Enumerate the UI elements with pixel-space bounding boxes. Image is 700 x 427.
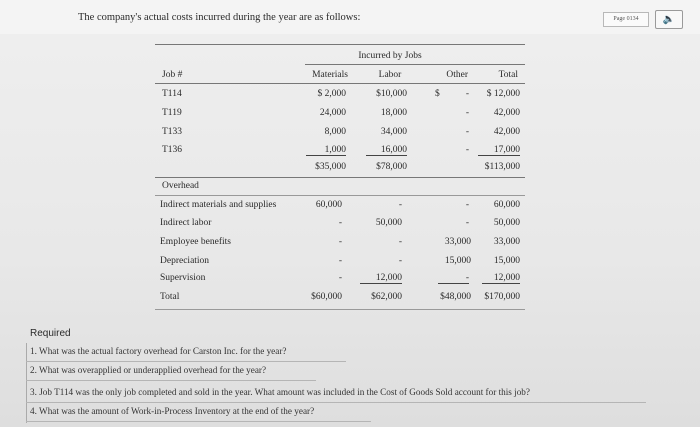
other-currency-cell: $ bbox=[435, 89, 440, 99]
materials-cell: - bbox=[338, 256, 342, 266]
overhead-rule bbox=[155, 195, 525, 196]
job-cell: T114 bbox=[162, 89, 182, 99]
job-cell: T119 bbox=[162, 108, 182, 118]
question-border bbox=[26, 343, 27, 423]
materials-cell: 8,000 bbox=[324, 127, 346, 137]
other-cell: - bbox=[465, 108, 469, 118]
section-rule bbox=[155, 177, 525, 178]
table-top-rule bbox=[155, 44, 525, 45]
labor-subtotal: $78,000 bbox=[376, 162, 407, 172]
materials-cell: 1,000 bbox=[306, 145, 346, 156]
question-divider bbox=[26, 402, 646, 403]
group-header: Incurred by Jobs bbox=[358, 51, 422, 61]
total-cell: 33,000 bbox=[493, 237, 520, 247]
other-cell: - bbox=[465, 145, 469, 155]
other-cell: - bbox=[465, 89, 469, 99]
labor-cell: 16,000 bbox=[366, 145, 407, 156]
overhead-item-label: Indirect materials and supplies bbox=[160, 200, 277, 210]
total-cell: 15,000 bbox=[493, 256, 520, 266]
overhead-item-label: Indirect labor bbox=[160, 218, 212, 228]
group-header-rule bbox=[305, 64, 525, 65]
materials-cell: 24,000 bbox=[319, 108, 346, 118]
col-header-total: Total bbox=[498, 70, 518, 80]
total-cell: 50,000 bbox=[493, 218, 520, 228]
overhead-item-label: Employee benefits bbox=[160, 237, 231, 247]
overhead-label: Overhead bbox=[162, 181, 199, 191]
materials-cell: $60,000 bbox=[311, 292, 342, 302]
other-cell: - bbox=[465, 218, 469, 228]
question-1: 1. What was the actual factory overhead for Carston Inc. for the year? bbox=[30, 346, 287, 356]
materials-cell: 60,000 bbox=[315, 200, 342, 210]
labor-cell: 50,000 bbox=[375, 218, 402, 228]
col-header-labor: Labor bbox=[378, 70, 402, 80]
col-header-job: Job # bbox=[162, 70, 183, 80]
question-4: 4. What was the amount of Work-in-Process Inventory at the end of the year? bbox=[30, 406, 315, 416]
other-cell: 15,000 bbox=[444, 256, 471, 266]
materials-cell: - bbox=[338, 237, 342, 247]
labor-cell: 12,000 bbox=[360, 273, 402, 284]
labor-cell: 34,000 bbox=[380, 127, 407, 137]
question-3: 3. Job T114 was the only job completed and sold in the year. What amount was included in the Cost of Goods Sold account for this job? bbox=[30, 387, 530, 397]
total-subtotal: $113,000 bbox=[484, 162, 520, 172]
overhead-item-label: Depreciation bbox=[160, 256, 210, 266]
job-cell: T136 bbox=[162, 145, 183, 155]
total-row-label: Total bbox=[160, 292, 180, 302]
labor-cell: $10,000 bbox=[376, 89, 407, 99]
speaker-icon[interactable]: 🔈 bbox=[655, 10, 683, 29]
other-cell: - bbox=[465, 127, 469, 137]
question-divider bbox=[26, 380, 316, 381]
other-cell: 33,000 bbox=[444, 237, 471, 247]
col-header-other: Other bbox=[446, 70, 468, 80]
col-header-materials: Materials bbox=[312, 70, 348, 80]
materials-cell: - bbox=[338, 218, 342, 228]
labor-cell: - bbox=[398, 256, 402, 266]
overhead-item-label: Supervision bbox=[160, 273, 206, 283]
required-heading: Required bbox=[30, 328, 71, 339]
total-cell: 42,000 bbox=[493, 108, 520, 118]
total-cell: $170,000 bbox=[484, 292, 520, 302]
total-cell: 42,000 bbox=[493, 127, 520, 137]
materials-cell: - bbox=[338, 273, 342, 283]
page-number-label: Page 0134 bbox=[603, 12, 649, 27]
other-cell: $48,000 bbox=[440, 292, 471, 302]
question-2: 2. What was overapplied or underapplied overhead for the year? bbox=[30, 365, 267, 375]
job-cell: T133 bbox=[162, 127, 183, 137]
labor-cell: 18,000 bbox=[380, 108, 407, 118]
materials-cell: $ 2,000 bbox=[317, 89, 346, 99]
labor-cell: $62,000 bbox=[371, 292, 402, 302]
materials-subtotal: $35,000 bbox=[315, 162, 346, 172]
other-cell: - bbox=[438, 273, 469, 284]
other-cell: - bbox=[465, 200, 469, 210]
question-divider bbox=[26, 421, 371, 422]
intro-text: The company's actual costs incurred during the year are as follows: bbox=[78, 12, 361, 23]
total-cell: 12,000 bbox=[482, 273, 520, 284]
question-divider bbox=[26, 361, 346, 362]
labor-cell: - bbox=[398, 237, 402, 247]
table-bottom-rule bbox=[155, 309, 525, 310]
header-rule bbox=[155, 83, 525, 84]
labor-cell: - bbox=[398, 200, 402, 210]
total-cell: 60,000 bbox=[493, 200, 520, 210]
total-cell: $ 12,000 bbox=[486, 89, 520, 99]
total-cell: 17,000 bbox=[478, 145, 520, 156]
